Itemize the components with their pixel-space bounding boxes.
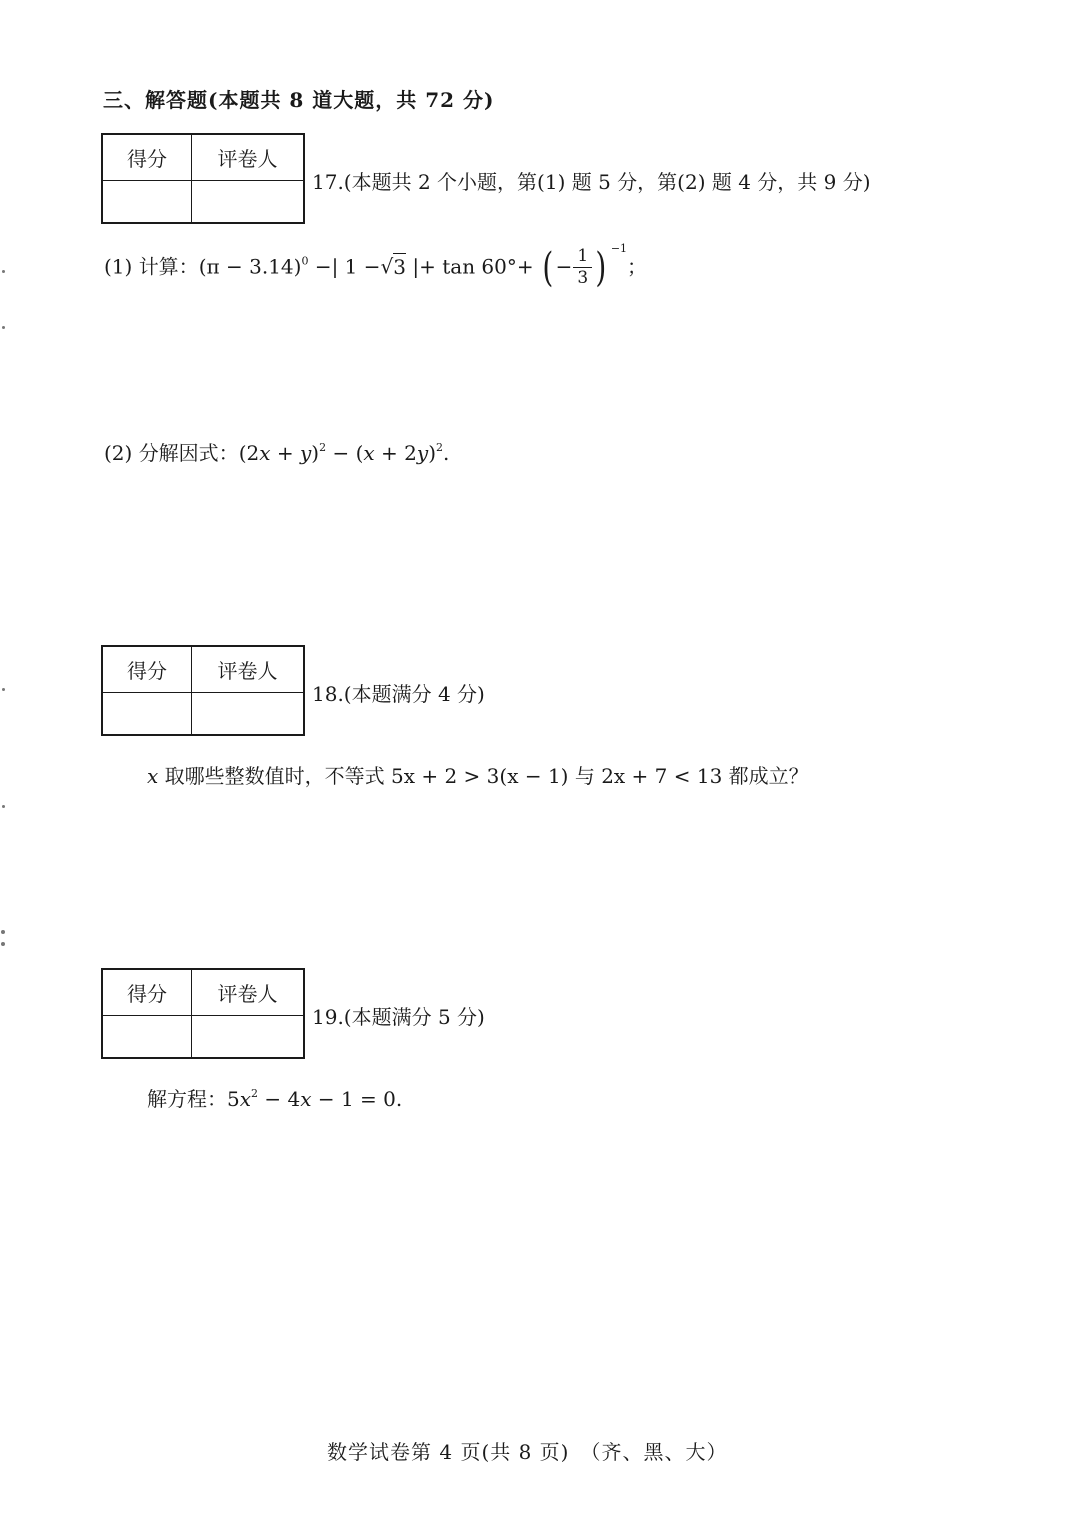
grader-label: 评卷人 — [192, 969, 305, 1016]
q17-part1-label: (1) 计算： — [104, 254, 199, 279]
q18-score-box — [101, 645, 305, 736]
grader-label: 评卷人 — [192, 646, 305, 693]
score-cell[interactable] — [102, 1016, 192, 1059]
grader-cell[interactable] — [192, 181, 305, 224]
score-cell[interactable] — [102, 181, 192, 224]
q19-header: 19.(本题满分 5 分) — [312, 1005, 485, 1029]
q17-part2-label: (2) 分解因式： — [104, 441, 239, 465]
scan-speck — [2, 805, 5, 808]
q19-equation: 解方程：$5x^2 - 4x - 1 = 0$. — [147, 1087, 403, 1111]
q18-header: 18.(本题满分 4 分) — [312, 682, 485, 706]
grader-cell[interactable] — [192, 693, 305, 736]
score-cell[interactable] — [102, 693, 192, 736]
grader-label: 评卷人 — [192, 134, 305, 181]
q18-text: 取哪些整数值时，不等式 5x + 2 > 3(x − 1) 与 2x + 7 < 13 都成立？ — [158, 764, 809, 788]
q17-score-box — [101, 133, 305, 224]
page-footer: 数学试卷第 4 页(共 8 页) （齐、黑、大） — [327, 1440, 728, 1464]
grader-cell[interactable] — [192, 1016, 305, 1059]
left-paren-icon: ( — [542, 245, 554, 291]
right-paren-icon: ) — [595, 245, 607, 291]
score-label: 得分 — [102, 969, 192, 1016]
scan-speck — [1, 942, 5, 946]
q18-var: x — [147, 764, 159, 788]
fraction: $\frac{1}{3}$ — [573, 248, 592, 288]
q18-question — [147, 760, 809, 789]
score-label: 得分 — [102, 134, 192, 181]
scan-speck — [2, 326, 5, 329]
scan-speck — [1, 930, 5, 934]
q19-label: 解方程： — [147, 1087, 227, 1111]
q17-part2: (2) 分解因式：$(2x + y)^2 - (x + 2y)^2$. — [104, 441, 450, 465]
scan-speck — [2, 688, 5, 691]
scan-speck — [2, 270, 5, 273]
sqrt-icon: √ — [380, 254, 394, 279]
q17-part1: (1) 计算：$(\pi - 3.14)^0$ −| 1 −√3 |+ tan 60°+ ( − $\frac{1}{3}$ ) $^{-1}$； — [104, 241, 648, 291]
q19-score-box — [101, 968, 305, 1059]
q17-header: 17.(本题共 2 个小题，第(1) 题 5 分，第(2) 题 4 分，共 9 分) — [312, 170, 871, 194]
score-label: 得分 — [102, 646, 192, 693]
section-title: 三、解答题(本题共 8 道大题，共 72 分) — [103, 88, 495, 112]
